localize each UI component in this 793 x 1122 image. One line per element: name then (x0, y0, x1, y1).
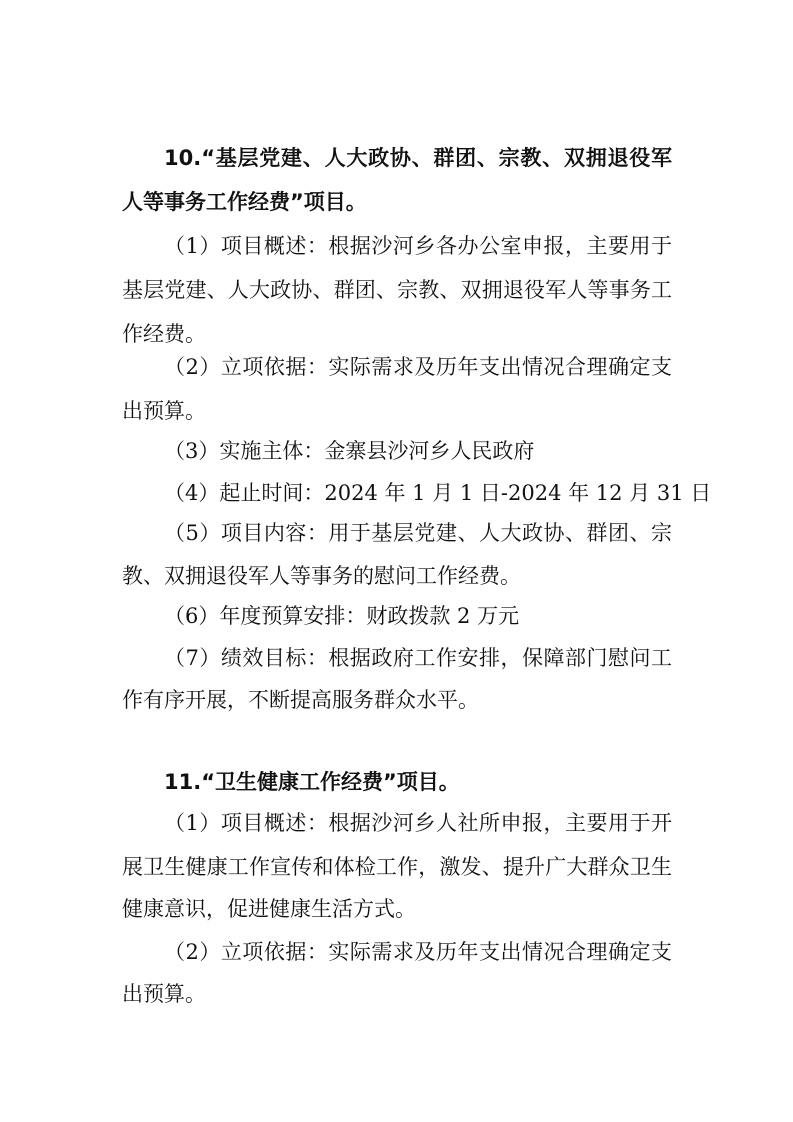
section-11-overview-line-3: 健康意识，促进健康生活方式。 (122, 897, 416, 921)
section-10-overview-line-1: （1）项目概述：根据沙河乡各办公室申报，主要用于 (164, 234, 672, 258)
section-10-content-line-2: 教、双拥退役军人等事务的慰问工作经费。 (122, 564, 521, 588)
section-10-implementer: （3）实施主体：金寨县沙河乡人民政府 (164, 439, 535, 463)
section-10-heading-line-2: 人等事务工作经费”项目。 (122, 190, 367, 214)
section-10-overview-line-3: 作经费。 (122, 322, 206, 346)
section-10-overview-line-2: 基层党建、人大政协、群团、宗教、双拥退役军人等事务工 (122, 278, 672, 302)
section-10-goal-line-2: 作有序开展，不断提高服务群众水平。 (122, 688, 479, 712)
section-11-basis-line-1: （2）立项依据：实际需求及历年支出情况合理确定支 (164, 940, 672, 964)
section-10-basis-line-2: 出预算。 (122, 399, 206, 423)
section-10-heading-line-1: 10.“基层党建、人大政协、群团、宗教、双拥退役军 (164, 146, 672, 170)
section-10-goal-line-1: （7）绩效目标：根据政府工作安排，保障部门慰问工 (164, 646, 672, 670)
section-10-budget: （6）年度预算安排：财政拨款 2 万元 (164, 604, 520, 628)
section-10-period: （4）起止时间：2024 年 1 月 1 日-2024 年 12 月 31 日 (164, 481, 712, 505)
section-11-overview-line-1: （1）项目概述：根据沙河乡人社所申报，主要用于开 (164, 811, 672, 835)
section-11-heading: 11.“卫生健康工作经费”项目。 (164, 770, 460, 794)
section-10-content-line-1: （5）项目内容：用于基层党建、人大政协、群团、宗 (164, 521, 672, 545)
section-11-basis-line-2: 出预算。 (122, 982, 206, 1006)
section-10-basis-line-1: （2）立项依据：实际需求及历年支出情况合理确定支 (164, 355, 672, 379)
section-11-overview-line-2: 展卫生健康工作宣传和体检工作，激发、提升广大群众卫生 (122, 855, 672, 879)
